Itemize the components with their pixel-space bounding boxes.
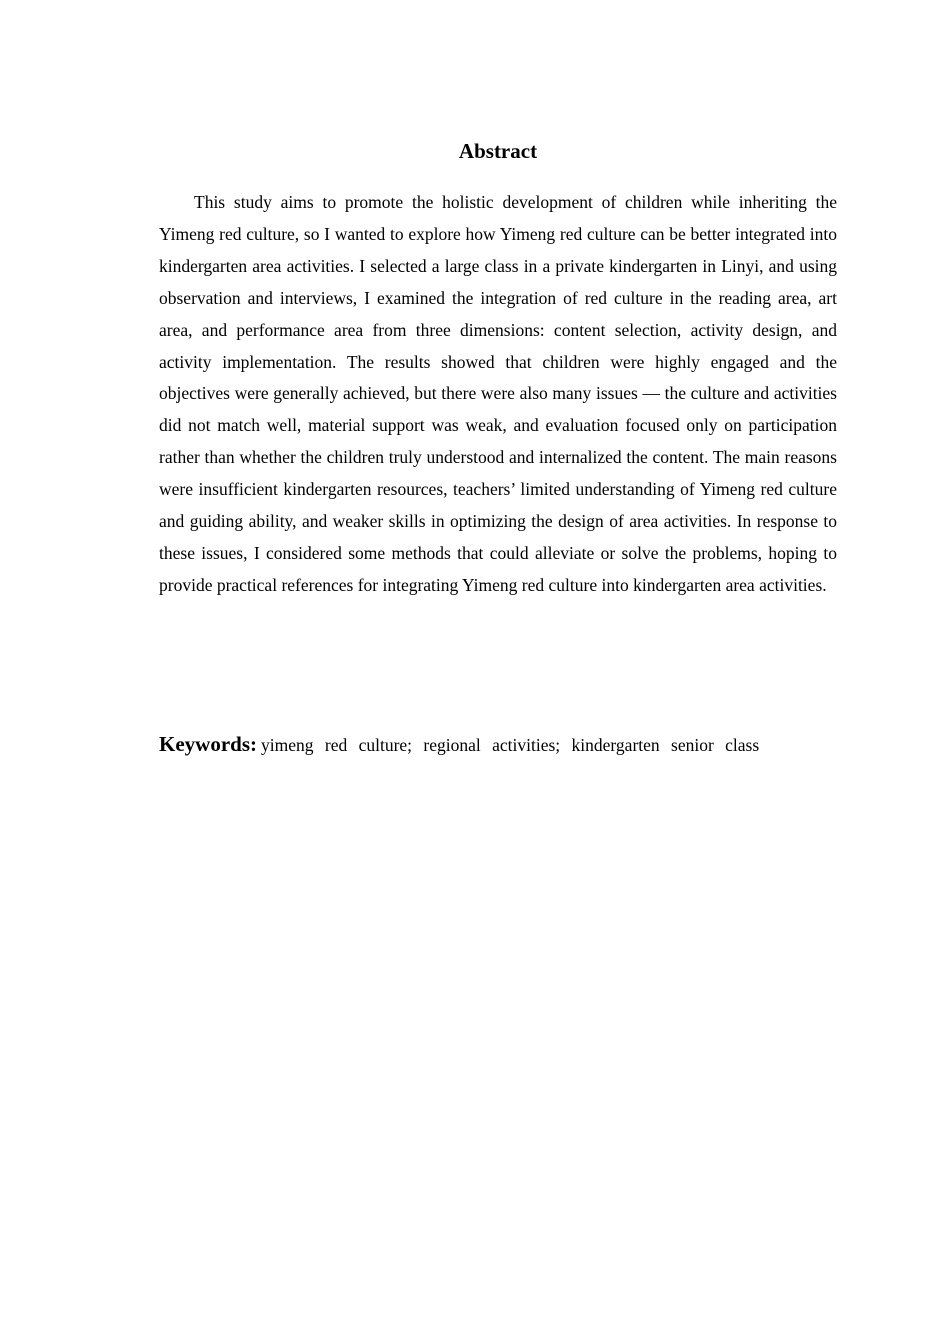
keywords-text: yimeng red culture; regional activities; kindergarten senior class [261,735,760,755]
keywords-label: Keywords: [159,732,257,756]
keywords-line [159,728,859,763]
abstract-paragraph: This study aims to promote the holistic development of children while inheriting the Yimeng red culture, so I wanted to explore how Yimeng red culture can be better integrated into kindergarten area activities. I selected a large class in a private kindergarten in Linyi, and using observation and interviews, I examined the integration of red culture in the reading area, art area, and performance area from three dimensions: content selection, activity design, and activity implementation. The results showed that children were highly engaged and the objectives were generally achieved, but there were also many issues — the culture and activities did not match well, material support was weak, and evaluation focused only on participation rather than whether the children truly understood and internalized the content. The main reasons were insufficient kindergarten resources, teachers’ limited understanding of Yimeng red culture and guiding ability, and weaker skills in optimizing the design of area activities. In response to these issues, I considered some methods that could alleviate or solve the problems, hoping to provide practical references for integrating Yimeng red culture into kindergarten area activities. [159,192,837,595]
abstract-heading: Abstract [458,139,538,163]
